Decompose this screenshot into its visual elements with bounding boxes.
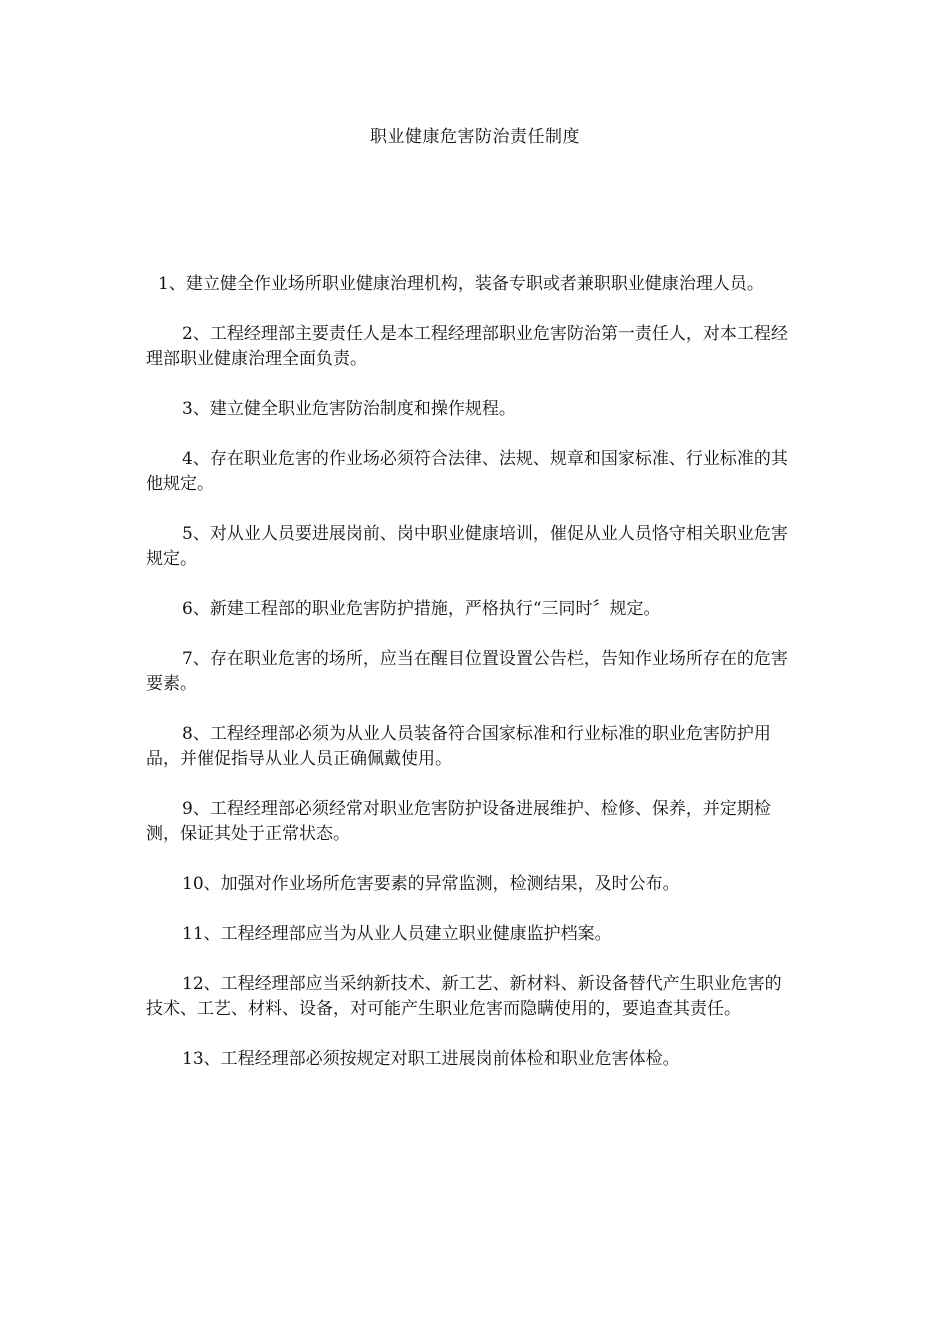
regulation-item-7: 7、存在职业危害的场所，应当在醒目位置设置公告栏，告知作业场所存在的危害要素。: [146, 649, 788, 694]
regulation-item-11: 11、工程经理部应当为从业人员建立职业健康监护档案。: [182, 924, 612, 944]
document-title: 职业健康危害防治责任制度: [370, 127, 580, 147]
regulation-item-13: 13、工程经理部必须按规定对职工进展岗前体检和职业危害体检。: [182, 1049, 680, 1069]
regulation-item-12: 12、工程经理部应当采纳新技术、新工艺、新材料、新设备替代产生职业危害的技术、工艺、材料、设备，对可能产生职业危害而隐瞒使用的，要追查其责任。: [146, 974, 782, 1019]
regulation-item-10: 10、加强对作业场所危害要素的异常监测，检测结果，及时公布。: [182, 874, 680, 894]
regulation-list: [146, 272, 798, 1097]
regulation-item-1: 1、建立健全作业场所职业健康治理机构，装备专职或者兼职职业健康治理人员。: [158, 274, 764, 294]
regulation-item-2: 2、工程经理部主要责任人是本工程经理部职业危害防治第一责任人，对本工程经理部职业健康治理全面负责。: [146, 324, 788, 369]
regulation-item-4: 4、存在职业危害的作业场必须符合法律、法规、规章和国家标准、行业标准的其他规定。: [146, 449, 788, 494]
regulation-item-9: 9、工程经理部必须经常对职业危害防护设备进展维护、检修、保养，并定期检测，保证其处于正常状态。: [146, 799, 771, 844]
regulation-item-5: 5、对从业人员要进展岗前、岗中职业健康培训，催促从业人员恪守相关职业危害规定。: [146, 524, 788, 569]
regulation-item-3: 3、建立健全职业危害防治制度和操作规程。: [182, 399, 516, 419]
regulation-item-8: 8、工程经理部必须为从业人员装备符合国家标准和行业标准的职业危害防护用品，并催促指导从业人员正确佩戴使用。: [146, 724, 771, 769]
regulation-item-6: 6、新建工程部的职业危害防护措施，严格执行“三同时〞规定。: [182, 599, 661, 619]
